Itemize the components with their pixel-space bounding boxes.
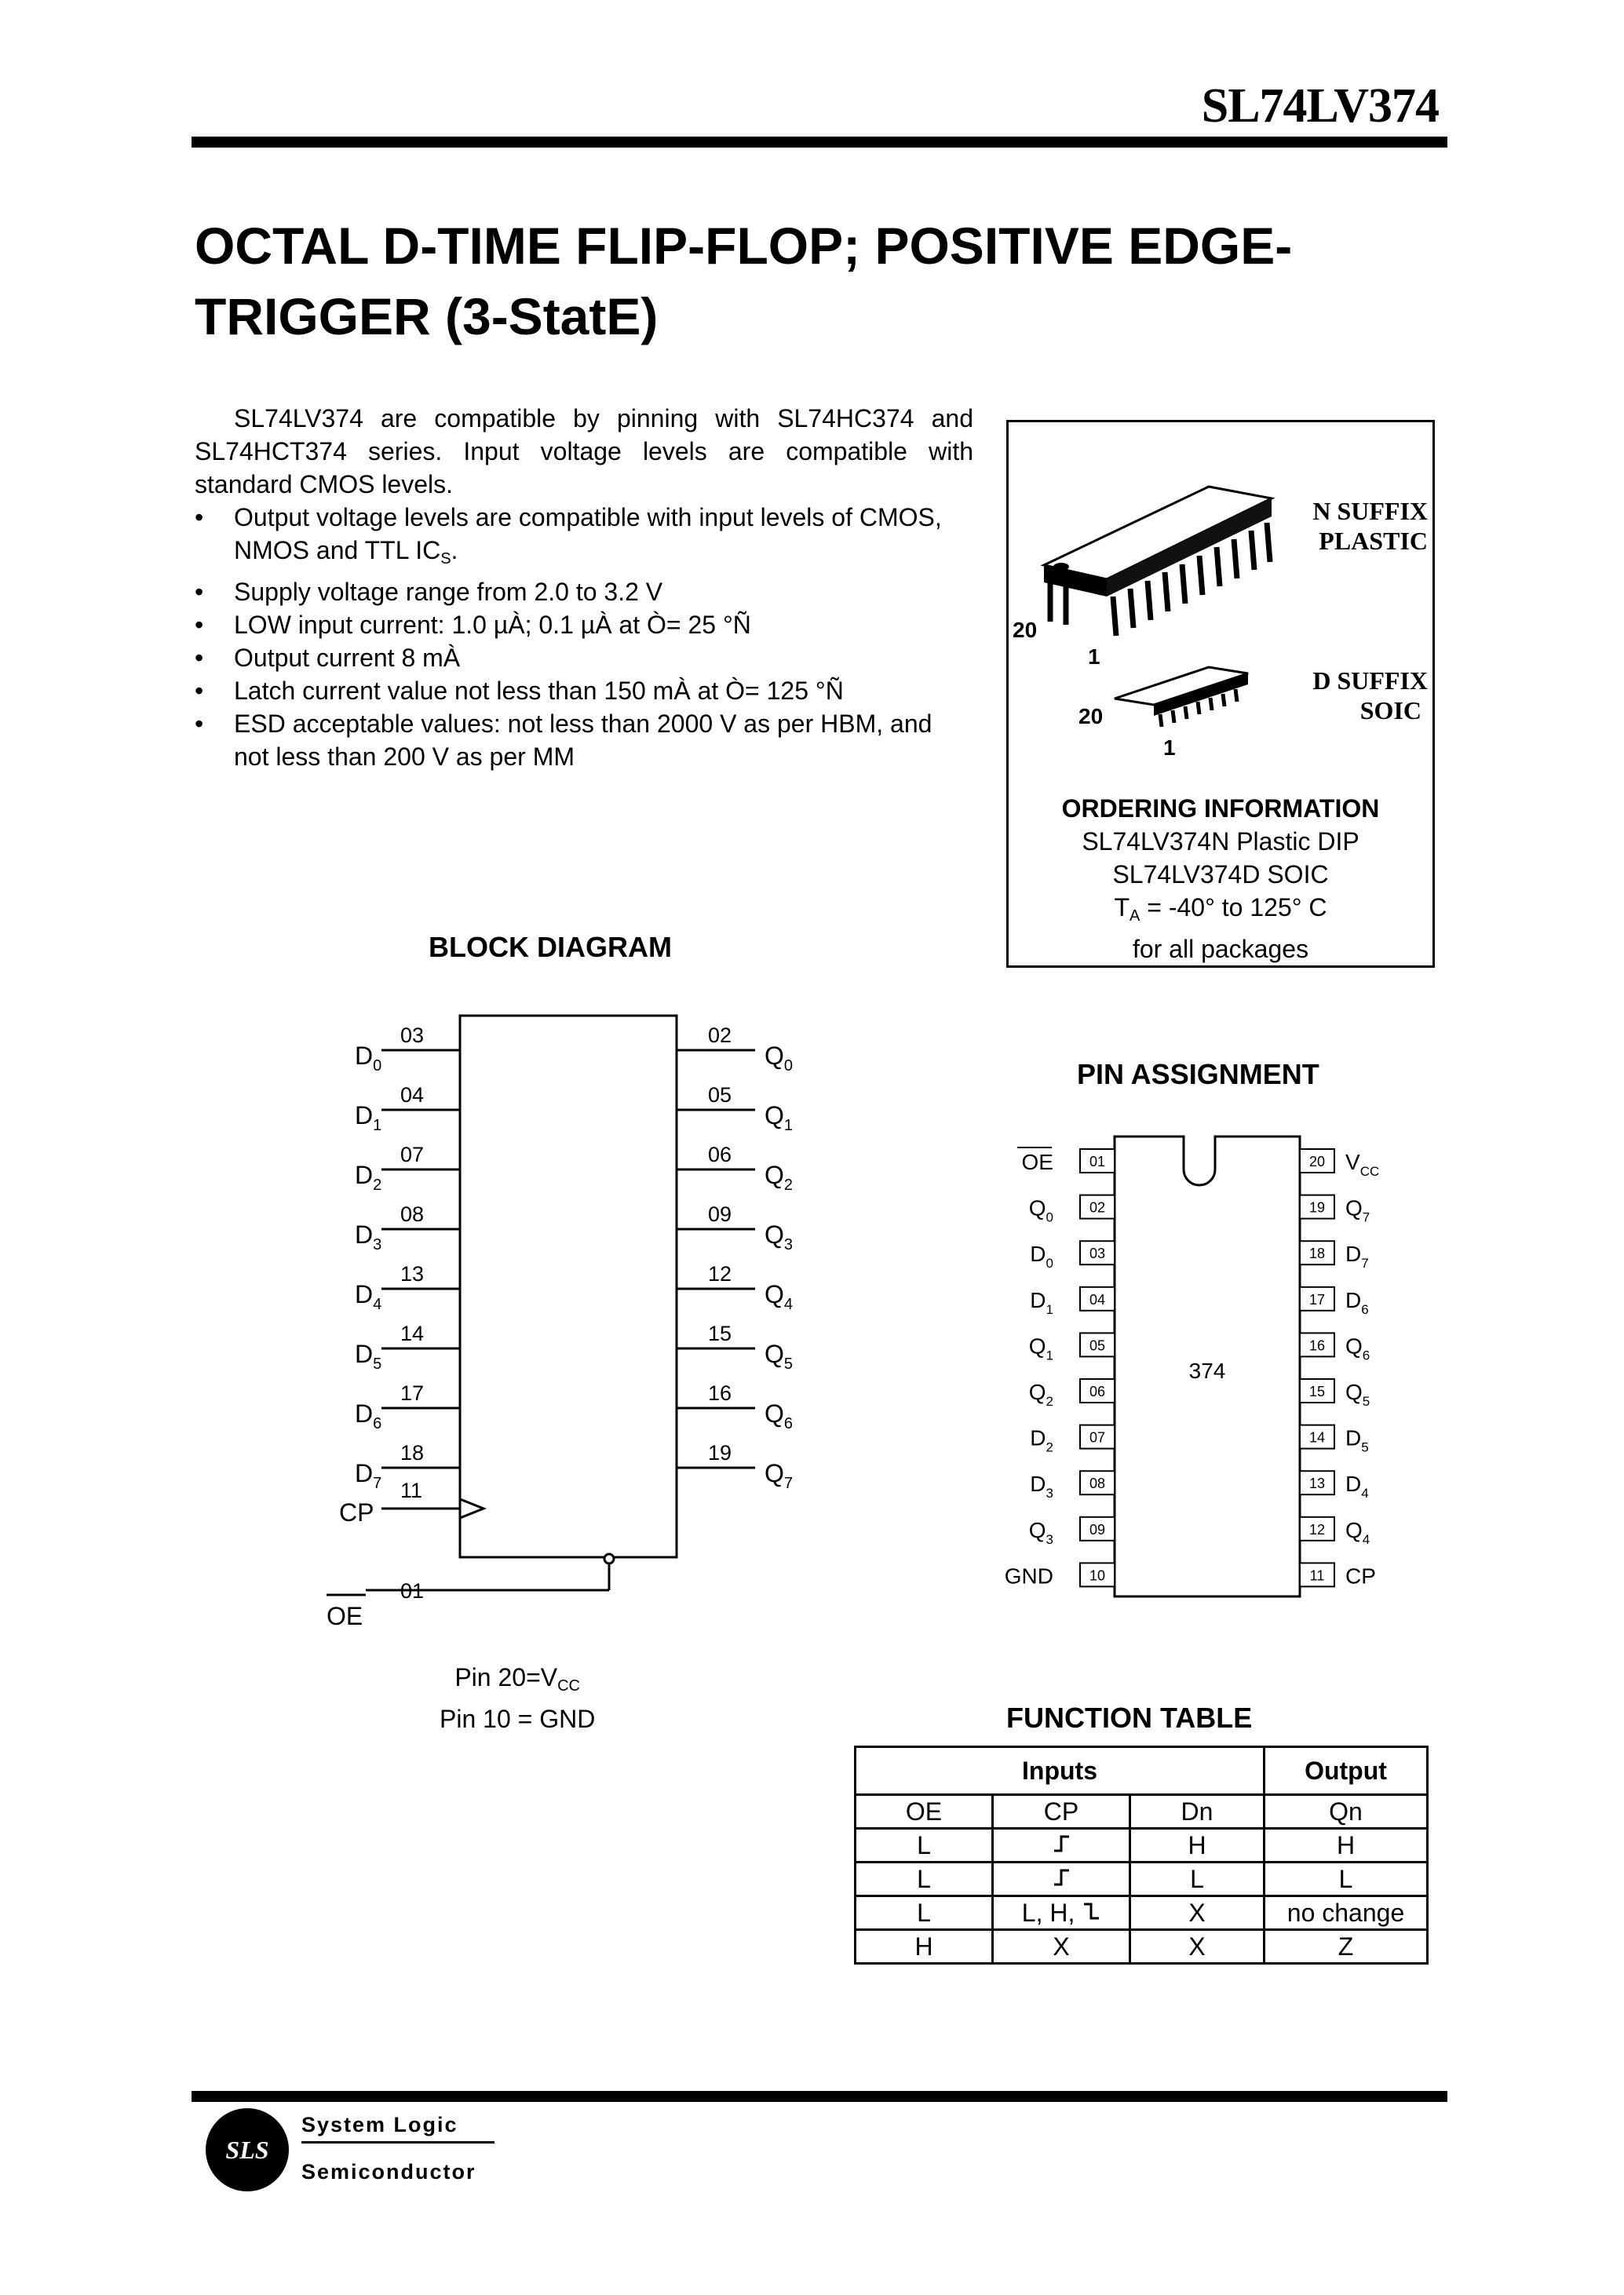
clock-edge-symbol <box>460 1499 484 1518</box>
pin-number: 07 <box>1089 1429 1106 1446</box>
col-oe: OE <box>856 1795 993 1829</box>
output-pin-number: 16 <box>708 1381 732 1405</box>
pin-number: 05 <box>1089 1337 1106 1354</box>
output-label: $Q_4$ <box>765 1280 794 1313</box>
header-rule <box>192 137 1447 148</box>
input-label: $D_1$ <box>355 1101 382 1134</box>
cp-pin: 11 <box>400 1479 423 1502</box>
output-label: $Q_1$ <box>765 1101 794 1134</box>
pin-name: $D_2$ <box>1030 1425 1053 1455</box>
pin-name: GND <box>1005 1563 1053 1589</box>
pin-number: 18 <box>1308 1246 1326 1262</box>
input-pin-number: 18 <box>400 1441 425 1465</box>
oe-pin: 01 <box>400 1579 425 1603</box>
pin-number: 20 <box>1308 1154 1326 1169</box>
pin-number: 16 <box>1308 1337 1326 1354</box>
dip-pin-1-label: 1 <box>1088 644 1100 669</box>
pin-number: 17 <box>1308 1291 1326 1308</box>
company-divider <box>301 2141 494 2144</box>
pin-name: $V_{CC}$ <box>1345 1150 1380 1179</box>
pin-number: 04 <box>1089 1291 1106 1308</box>
pin-name: $Q_0$ <box>1028 1195 1053 1225</box>
feature-item: • ESD acceptable values: not less than 2000 V as per HBM, and not less than 200 V as per MM <box>195 707 973 773</box>
pin-name: CP <box>1345 1563 1376 1589</box>
ordering-line: SL74LV374N Plastic DIP <box>1082 827 1359 856</box>
cp-label: CP <box>339 1498 374 1527</box>
input-label: $D_7$ <box>355 1459 382 1492</box>
pin-number: 14 <box>1308 1429 1326 1446</box>
table-column-row <box>856 1795 1428 1829</box>
input-pin-number: 08 <box>400 1202 425 1226</box>
pin-name: $Q_2$ <box>1028 1380 1053 1409</box>
gnd-note: Pin 10 = GND <box>440 1705 596 1733</box>
pin-name: OE <box>1021 1150 1053 1174</box>
feature-item: • Output voltage levels are compatible with input levels of CMOS, NMOS and TTL $IC_S$. <box>195 501 973 575</box>
pin-name: $D_6$ <box>1345 1287 1369 1317</box>
soic-pin-20-label: 20 <box>1078 704 1104 728</box>
output-pin-number: 15 <box>708 1322 732 1345</box>
pin-number: 08 <box>1089 1476 1106 1492</box>
pin-name: $Q_6$ <box>1345 1334 1370 1363</box>
input-pin-number: 14 <box>400 1322 425 1345</box>
output-label: $Q_3$ <box>765 1220 794 1253</box>
pin-assignment-diagram <box>1005 1130 1444 1601</box>
pin-number: 13 <box>1308 1476 1326 1492</box>
input-pin-number: 13 <box>400 1262 425 1286</box>
table-row: L H H <box>856 1829 1428 1863</box>
output-label: $Q_5$ <box>765 1340 794 1373</box>
function-table-heading: FUNCTION TABLE <box>1006 1702 1253 1734</box>
block-diagram-heading: BLOCK DIAGRAM <box>429 931 672 963</box>
oe-label: OE <box>327 1602 363 1630</box>
chip-label: 374 <box>1188 1359 1226 1383</box>
output-pin-number: 05 <box>708 1083 732 1107</box>
input-pin-number: 03 <box>400 1023 425 1047</box>
pin-number: 15 <box>1308 1384 1326 1399</box>
oe-inversion-bubble <box>604 1554 614 1563</box>
input-pin-number: 17 <box>400 1381 425 1405</box>
flip-flop-block <box>460 1016 677 1557</box>
pin-number: 01 <box>1089 1154 1106 1169</box>
pin-name: $Q_1$ <box>1028 1334 1053 1363</box>
temperature-range: $T_A = -40^\circ$ to 125° C <box>1114 893 1327 925</box>
pin-name: $D_0$ <box>1030 1242 1053 1272</box>
ordering-line: for all packages <box>1132 935 1309 963</box>
pin-number: 06 <box>1089 1384 1106 1399</box>
output-label: $Q_7$ <box>765 1459 794 1492</box>
power-pin-note <box>440 1661 595 1735</box>
table-header-row <box>856 1747 1428 1795</box>
pin-number: 11 <box>1309 1567 1325 1584</box>
company-name-line-2: Semiconductor <box>301 2160 476 2184</box>
feature-item: • Supply voltage range from 2.0 to 3.2 V <box>195 575 973 608</box>
pin-name: $Q_4$ <box>1345 1517 1370 1547</box>
output-label: $Q_6$ <box>765 1399 794 1432</box>
pin-name: $Q_7$ <box>1345 1195 1370 1225</box>
company-name-line-1: System Logic <box>301 2113 458 2136</box>
output-pin-number: 19 <box>708 1441 732 1465</box>
pin-name: $D_4$ <box>1345 1472 1369 1501</box>
feature-item: • Latch current value not less than 150 mÀ at Ò= 125 °Ñ <box>195 674 973 707</box>
pin-name: $Q_3$ <box>1028 1517 1053 1547</box>
input-pin-number: 04 <box>400 1083 425 1107</box>
function-table <box>854 1746 1429 1965</box>
pin-name: $D_3$ <box>1030 1472 1053 1501</box>
input-label: $D_5$ <box>355 1340 382 1373</box>
input-label: $D_4$ <box>355 1280 382 1313</box>
pin-name: $D_1$ <box>1030 1287 1053 1317</box>
pin-number: 12 <box>1308 1521 1326 1538</box>
input-label: $D_6$ <box>355 1399 382 1432</box>
output-label: $Q_2$ <box>765 1161 794 1194</box>
pin-number: 10 <box>1089 1567 1106 1584</box>
col-cp: CP <box>993 1795 1130 1829</box>
pin-number: 19 <box>1308 1199 1326 1216</box>
pin-number: 03 <box>1089 1246 1106 1262</box>
input-label: $D_0$ <box>355 1042 382 1075</box>
n-suffix-label: N SUFFIX PLASTIC <box>1312 497 1428 555</box>
dip-pin-20-label: 20 <box>1013 618 1038 642</box>
soic-pin-1-label: 1 <box>1163 735 1176 760</box>
pin-name: $Q_5$ <box>1345 1380 1370 1409</box>
ordering-line: SL74LV374D SOIC <box>1112 860 1329 888</box>
input-pin-number: 07 <box>400 1143 425 1166</box>
col-dn: Dn <box>1130 1795 1265 1829</box>
table-row: H X X Z <box>856 1930 1428 1964</box>
feature-list <box>195 501 973 773</box>
intro-paragraph: SL74LV374 are compatible by pinning with SL74HC374 and SL74HCT374 series. Input voltage levels are compatible with standard CMOS levels. <box>195 404 973 498</box>
table-row: L L L <box>856 1863 1428 1896</box>
output-pin-number: 02 <box>708 1023 732 1047</box>
falling-edge-icon <box>1082 1901 1100 1921</box>
feature-item: • LOW input current: 1.0 µÀ; 0.1 µÀ at Ò= 25 °Ñ <box>195 608 973 641</box>
input-label: $D_3$ <box>355 1220 382 1253</box>
rising-edge-icon <box>993 1829 1130 1863</box>
vcc-note: Pin $20=V_{CC}$ <box>454 1663 580 1695</box>
d-suffix-label: D SUFFIX SOIC <box>1312 666 1428 724</box>
inputs-group-header: Inputs <box>856 1747 1265 1795</box>
page-title <box>195 210 1466 352</box>
footer-rule <box>192 2091 1447 2102</box>
block-diagram <box>314 1005 848 1633</box>
title-line-1: OCTAL D-TIME FLIP-FLOP; POSITIVE EDGE- <box>195 217 1293 275</box>
input-label: $D_2$ <box>355 1161 382 1194</box>
pin-name: $D_5$ <box>1345 1425 1369 1455</box>
col-qn: Qn <box>1265 1795 1428 1829</box>
output-pin-number: 09 <box>708 1202 732 1226</box>
output-group-header: Output <box>1265 1747 1428 1795</box>
dip-package-image <box>1044 487 1272 636</box>
output-pin-number: 12 <box>708 1262 732 1286</box>
feature-item: • Output current 8 mÀ <box>195 641 973 674</box>
rising-edge-icon <box>993 1863 1130 1896</box>
ordering-information <box>1006 792 1435 965</box>
pin-name: $D_7$ <box>1345 1242 1369 1272</box>
pin-number: 02 <box>1089 1199 1106 1216</box>
pin-assignment-heading: PIN ASSIGNMENT <box>1077 1058 1319 1090</box>
output-pin-number: 06 <box>708 1143 732 1166</box>
intro-text <box>195 402 973 773</box>
table-row: L L, H, X no change <box>856 1896 1428 1930</box>
output-label: $Q_0$ <box>765 1042 794 1075</box>
title-line-2: TRIGGER (3-StatE) <box>195 287 659 345</box>
ordering-heading: ORDERING INFORMATION <box>1061 794 1380 823</box>
pin-number: 09 <box>1089 1521 1106 1538</box>
part-number: SL74LV374 <box>1201 79 1439 133</box>
company-logo: SLS <box>206 2108 289 2191</box>
soic-package-image <box>1115 667 1248 727</box>
